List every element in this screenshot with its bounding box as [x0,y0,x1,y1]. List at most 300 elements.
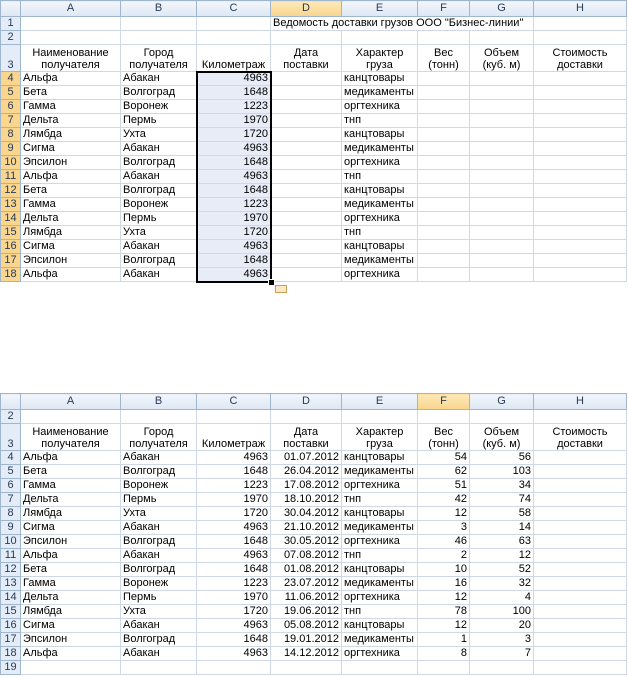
column-header-H[interactable]: H [534,1,627,17]
header-cost[interactable] [534,45,627,72]
cell-date[interactable] [271,184,342,198]
cell-date[interactable] [271,268,342,282]
cell-cost[interactable] [534,647,627,661]
cell-km[interactable]: 1648 [197,86,271,100]
cell-recipient[interactable]: Альфа [21,170,121,184]
cell[interactable] [121,661,197,675]
cell-city[interactable]: Пермь [121,114,197,128]
cell-volume[interactable]: 4 [470,591,534,605]
cell-date[interactable]: 21.10.2012 [271,521,342,535]
cell-cargo[interactable]: медикаменты [342,577,418,591]
select-all-corner[interactable] [1,1,21,17]
cell-volume[interactable] [470,198,534,212]
cell-weight[interactable] [418,198,470,212]
column-header-F[interactable]: F [418,394,470,410]
cell-cargo[interactable]: тнп [342,170,418,184]
cell-cargo[interactable]: тнп [342,493,418,507]
cell-city[interactable]: Волгоград [121,535,197,549]
cell[interactable] [418,410,470,424]
cell-weight[interactable] [418,86,470,100]
cell-date[interactable] [271,142,342,156]
row-header[interactable]: 16 [1,240,21,254]
autofill-options-icon[interactable] [275,285,287,293]
cell-cargo[interactable]: канцтовары [342,563,418,577]
cell-date[interactable] [271,254,342,268]
cell-volume[interactable]: 32 [470,577,534,591]
cell-km[interactable]: 4963 [197,451,271,465]
cell-km[interactable]: 1648 [197,254,271,268]
header-date[interactable] [271,424,342,451]
cell-cost[interactable] [534,521,627,535]
header-city[interactable] [121,424,197,451]
cell-volume[interactable] [470,114,534,128]
cell-volume[interactable]: 103 [470,465,534,479]
cell[interactable] [470,410,534,424]
cell-cargo[interactable]: медикаменты [342,254,418,268]
cell-weight[interactable]: 12 [418,591,470,605]
cell-volume[interactable]: 100 [470,605,534,619]
cell-weight[interactable]: 54 [418,451,470,465]
cell-cost[interactable] [534,254,627,268]
cell[interactable] [342,410,418,424]
cell-weight[interactable] [418,128,470,142]
cell-recipient[interactable]: Альфа [21,647,121,661]
cell[interactable] [342,661,418,675]
cell-date[interactable] [271,156,342,170]
cell-cost[interactable] [534,493,627,507]
cell-volume[interactable]: 58 [470,507,534,521]
cell-date[interactable]: 11.06.2012 [271,591,342,605]
cell-weight[interactable]: 1 [418,633,470,647]
row-header[interactable]: 7 [1,493,21,507]
cell-city[interactable]: Волгоград [121,465,197,479]
cell-weight[interactable] [418,72,470,86]
cell-city[interactable]: Пермь [121,493,197,507]
cell-weight[interactable]: 78 [418,605,470,619]
cell-weight[interactable]: 62 [418,465,470,479]
cell-weight[interactable] [418,268,470,282]
cell-weight[interactable] [418,100,470,114]
cell[interactable] [534,410,627,424]
cell-date[interactable] [271,128,342,142]
cell-date[interactable]: 14.12.2012 [271,647,342,661]
cell-km[interactable]: 4963 [197,268,271,282]
cell-recipient[interactable]: Гамма [21,100,121,114]
cell-cost[interactable] [534,198,627,212]
row-header[interactable]: 12 [1,184,21,198]
cell-km[interactable]: 1648 [197,633,271,647]
cell-km[interactable]: 4963 [197,170,271,184]
cell-km[interactable]: 1648 [197,563,271,577]
row-header[interactable]: 3 [1,424,21,451]
cell-volume[interactable] [470,170,534,184]
header-date[interactable] [271,45,342,72]
cell-city[interactable]: Абакан [121,647,197,661]
row-header[interactable]: 12 [1,563,21,577]
cell-cost[interactable] [534,156,627,170]
cell-date[interactable]: 01.08.2012 [271,563,342,577]
row-header[interactable]: 5 [1,86,21,100]
cell-km[interactable]: 1720 [197,226,271,240]
cell[interactable] [418,661,470,675]
cell[interactable] [470,31,534,45]
cell-recipient[interactable]: Альфа [21,72,121,86]
cell-km[interactable]: 4963 [197,647,271,661]
cell[interactable] [342,31,418,45]
row-header[interactable]: 14 [1,212,21,226]
sheet-title[interactable]: Ведомость доставки грузов ООО "Бизнес-линии" [271,17,534,31]
column-header-C[interactable]: C [197,394,271,410]
cell[interactable] [271,31,342,45]
cell-city[interactable]: Волгоград [121,184,197,198]
cell-km[interactable]: 4963 [197,142,271,156]
cell-weight[interactable]: 42 [418,493,470,507]
cell-cargo[interactable]: оргтехника [342,591,418,605]
cell[interactable] [534,31,627,45]
cell-volume[interactable] [470,226,534,240]
cell-cost[interactable] [534,465,627,479]
cell-recipient[interactable]: Бета [21,563,121,577]
header-volume[interactable] [470,424,534,451]
cell-recipient[interactable]: Альфа [21,549,121,563]
row-header[interactable]: 11 [1,170,21,184]
cell[interactable] [534,661,627,675]
column-header-E[interactable]: E [342,1,418,17]
cell-cargo[interactable]: канцтовары [342,619,418,633]
row-header[interactable]: 9 [1,142,21,156]
cell-date[interactable]: 19.06.2012 [271,605,342,619]
cell-date[interactable]: 23.07.2012 [271,577,342,591]
cell-cargo[interactable]: канцтовары [342,184,418,198]
cell-city[interactable]: Ухта [121,128,197,142]
column-header-D[interactable]: D [271,1,342,17]
cell-cargo[interactable]: оргтехника [342,647,418,661]
header-cargo[interactable] [342,45,418,72]
cell-recipient[interactable]: Дельта [21,493,121,507]
cell-km[interactable]: 1970 [197,114,271,128]
cell-weight[interactable] [418,114,470,128]
header-city[interactable] [121,45,197,72]
header-recipient[interactable] [21,424,121,451]
row-header[interactable]: 5 [1,465,21,479]
cell-recipient[interactable]: Гамма [21,577,121,591]
cell-weight[interactable] [418,226,470,240]
cell-km[interactable]: 1648 [197,156,271,170]
cell-km[interactable]: 1720 [197,605,271,619]
cell-city[interactable]: Волгоград [121,633,197,647]
cell-volume[interactable]: 63 [470,535,534,549]
column-header-B[interactable]: B [121,394,197,410]
cell[interactable] [21,410,121,424]
row-header[interactable]: 18 [1,647,21,661]
column-header-D[interactable]: D [271,394,342,410]
row-header[interactable]: 13 [1,577,21,591]
row-header[interactable]: 1 [1,17,21,31]
cell-city[interactable]: Абакан [121,619,197,633]
cell-km[interactable]: 1223 [197,577,271,591]
cell-date[interactable]: 01.07.2012 [271,451,342,465]
header-km[interactable] [197,424,271,451]
cell[interactable] [21,31,121,45]
cell-volume[interactable]: 7 [470,647,534,661]
cell-km[interactable]: 1223 [197,198,271,212]
cell-date[interactable]: 17.08.2012 [271,479,342,493]
cell-city[interactable]: Абакан [121,549,197,563]
cell-cargo[interactable]: оргтехника [342,100,418,114]
cell-cargo[interactable]: медикаменты [342,465,418,479]
cell-cargo[interactable]: оргтехника [342,479,418,493]
cell-recipient[interactable]: Альфа [21,451,121,465]
cell-cost[interactable] [534,128,627,142]
cell-cargo[interactable]: канцтовары [342,507,418,521]
header-cost[interactable] [534,424,627,451]
cell-weight[interactable]: 16 [418,577,470,591]
select-all-corner[interactable] [1,394,21,410]
cell-weight[interactable]: 3 [418,521,470,535]
header-cargo[interactable] [342,424,418,451]
cell-date[interactable]: 30.04.2012 [271,507,342,521]
cell-date[interactable]: 30.05.2012 [271,535,342,549]
cell-weight[interactable]: 8 [418,647,470,661]
cell-km[interactable]: 1223 [197,479,271,493]
cell-city[interactable]: Воронеж [121,198,197,212]
cell[interactable] [197,410,271,424]
cell-city[interactable]: Ухта [121,226,197,240]
row-header[interactable]: 3 [1,45,21,72]
cell-km[interactable]: 4963 [197,549,271,563]
cell-recipient[interactable]: Лямбда [21,507,121,521]
cell-city[interactable]: Волгоград [121,563,197,577]
row-header[interactable]: 13 [1,198,21,212]
cell-city[interactable]: Воронеж [121,479,197,493]
cell[interactable] [21,661,121,675]
cell-date[interactable] [271,212,342,226]
cell-city[interactable]: Пермь [121,591,197,605]
cell-cost[interactable] [534,212,627,226]
cell-volume[interactable] [470,268,534,282]
cell-cargo[interactable]: медикаменты [342,198,418,212]
cell-cost[interactable] [534,142,627,156]
cell-volume[interactable]: 52 [470,563,534,577]
cell-recipient[interactable]: Лямбда [21,605,121,619]
row-header[interactable]: 7 [1,114,21,128]
cell-weight[interactable]: 10 [418,563,470,577]
cell-recipient[interactable]: Дельта [21,114,121,128]
cell-recipient[interactable]: Сигма [21,619,121,633]
row-header[interactable]: 2 [1,410,21,424]
cell-km[interactable]: 1970 [197,591,271,605]
cell-recipient[interactable]: Эпсилон [21,254,121,268]
row-header[interactable]: 9 [1,521,21,535]
cell-date[interactable]: 19.01.2012 [271,633,342,647]
cell-volume[interactable] [470,142,534,156]
fill-handle[interactable] [268,279,275,286]
cell-recipient[interactable]: Лямбда [21,128,121,142]
cell-km[interactable]: 4963 [197,72,271,86]
row-header[interactable]: 19 [1,661,21,675]
row-header[interactable]: 15 [1,605,21,619]
row-header[interactable]: 4 [1,72,21,86]
cell-km[interactable]: 1648 [197,465,271,479]
cell-city[interactable]: Ухта [121,605,197,619]
cell-cargo[interactable]: канцтовары [342,72,418,86]
cell-cost[interactable] [534,184,627,198]
cell-date[interactable]: 26.04.2012 [271,465,342,479]
header-weight[interactable] [418,45,470,72]
cell-cost[interactable] [534,100,627,114]
column-header-E[interactable]: E [342,394,418,410]
cell[interactable] [197,661,271,675]
cell-date[interactable] [271,114,342,128]
cell-km[interactable]: 4963 [197,240,271,254]
cell-recipient[interactable]: Лямбда [21,226,121,240]
cell-cost[interactable] [534,535,627,549]
cell[interactable] [418,31,470,45]
cell-cost[interactable] [534,240,627,254]
cell-weight[interactable] [418,254,470,268]
cell-weight[interactable] [418,212,470,226]
cell-cargo[interactable]: медикаменты [342,86,418,100]
cell-city[interactable]: Ухта [121,507,197,521]
cell[interactable] [121,17,197,31]
cell-recipient[interactable]: Бета [21,465,121,479]
cell-volume[interactable]: 12 [470,549,534,563]
cell-city[interactable]: Абакан [121,240,197,254]
cell-city[interactable]: Абакан [121,170,197,184]
cell[interactable] [121,410,197,424]
cell-city[interactable]: Абакан [121,72,197,86]
cell[interactable] [534,17,627,31]
column-header-H[interactable]: H [534,394,627,410]
cell-km[interactable]: 1648 [197,535,271,549]
cell-cargo[interactable]: тнп [342,114,418,128]
cell-cargo[interactable]: оргтехника [342,156,418,170]
cell-volume[interactable]: 74 [470,493,534,507]
row-header[interactable]: 17 [1,633,21,647]
cell[interactable] [121,31,197,45]
cell-city[interactable]: Абакан [121,268,197,282]
cell-weight[interactable]: 2 [418,549,470,563]
cell-date[interactable]: 05.08.2012 [271,619,342,633]
cell[interactable] [470,661,534,675]
cell-weight[interactable]: 12 [418,619,470,633]
cell-volume[interactable] [470,72,534,86]
cell-cost[interactable] [534,549,627,563]
column-header-C[interactable]: C [197,1,271,17]
row-header[interactable]: 10 [1,156,21,170]
cell-volume[interactable] [470,100,534,114]
cell-km[interactable]: 1970 [197,212,271,226]
column-header-G[interactable]: G [470,1,534,17]
cell-cost[interactable] [534,86,627,100]
cell-cost[interactable] [534,170,627,184]
cell-volume[interactable] [470,240,534,254]
column-header-G[interactable]: G [470,394,534,410]
cell-cost[interactable] [534,633,627,647]
row-header[interactable]: 14 [1,591,21,605]
cell-cargo[interactable]: канцтовары [342,240,418,254]
row-header[interactable]: 2 [1,31,21,45]
cell-volume[interactable]: 56 [470,451,534,465]
row-header[interactable]: 15 [1,226,21,240]
cell-city[interactable]: Волгоград [121,86,197,100]
row-header[interactable]: 18 [1,268,21,282]
cell-date[interactable] [271,86,342,100]
cell-cargo[interactable]: медикаменты [342,633,418,647]
cell-km[interactable]: 1720 [197,128,271,142]
row-header[interactable]: 17 [1,254,21,268]
cell-weight[interactable]: 51 [418,479,470,493]
cell-volume[interactable] [470,212,534,226]
cell[interactable] [21,17,121,31]
cell-recipient[interactable]: Бета [21,86,121,100]
header-km[interactable] [197,45,271,72]
cell-cargo[interactable]: оргтехника [342,212,418,226]
cell-volume[interactable]: 3 [470,633,534,647]
row-header[interactable]: 16 [1,619,21,633]
cell-weight[interactable] [418,170,470,184]
cell-date[interactable]: 07.08.2012 [271,549,342,563]
cell-city[interactable]: Волгоград [121,156,197,170]
cell-volume[interactable] [470,128,534,142]
cell-weight[interactable] [418,240,470,254]
cell-cost[interactable] [534,619,627,633]
cell-cost[interactable] [534,479,627,493]
cell-recipient[interactable]: Дельта [21,591,121,605]
cell-date[interactable] [271,72,342,86]
cell-recipient[interactable]: Гамма [21,479,121,493]
cell-city[interactable]: Воронеж [121,577,197,591]
cell-recipient[interactable]: Бета [21,184,121,198]
cell-cost[interactable] [534,591,627,605]
cell-cargo[interactable]: канцтовары [342,128,418,142]
cell-weight[interactable] [418,142,470,156]
header-recipient[interactable] [21,45,121,72]
cell-cargo[interactable]: тнп [342,605,418,619]
cell-cargo[interactable]: медикаменты [342,142,418,156]
cell-cargo[interactable]: медикаменты [342,521,418,535]
cell-recipient[interactable]: Сигма [21,142,121,156]
cell-cost[interactable] [534,451,627,465]
cell-date[interactable] [271,226,342,240]
header-volume[interactable] [470,45,534,72]
cell-km[interactable]: 1720 [197,507,271,521]
cell-recipient[interactable]: Сигма [21,521,121,535]
cell-cost[interactable] [534,226,627,240]
cell-recipient[interactable]: Дельта [21,212,121,226]
cell-recipient[interactable]: Альфа [21,268,121,282]
cell-date[interactable] [271,240,342,254]
cell-weight[interactable] [418,184,470,198]
cell-date[interactable]: 18.10.2012 [271,493,342,507]
column-header-A[interactable]: A [21,1,121,17]
row-header[interactable]: 8 [1,507,21,521]
cell-weight[interactable]: 12 [418,507,470,521]
cell-volume[interactable] [470,156,534,170]
cell-volume[interactable]: 34 [470,479,534,493]
cell-km[interactable]: 1970 [197,493,271,507]
cell-volume[interactable]: 14 [470,521,534,535]
row-header[interactable]: 10 [1,535,21,549]
row-header[interactable]: 6 [1,479,21,493]
cell-cost[interactable] [534,507,627,521]
cell-volume[interactable] [470,254,534,268]
cell-weight[interactable]: 46 [418,535,470,549]
cell-km[interactable]: 1223 [197,100,271,114]
cell[interactable] [271,410,342,424]
cell-volume[interactable] [470,184,534,198]
cell-recipient[interactable]: Сигма [21,240,121,254]
